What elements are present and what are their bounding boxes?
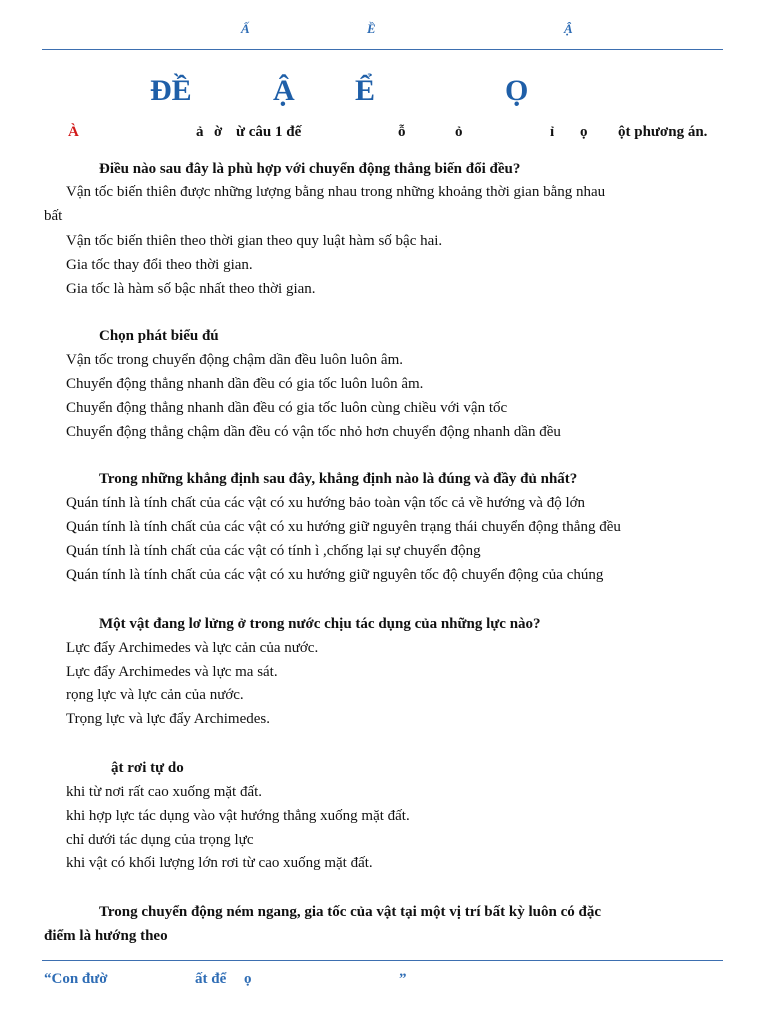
instructions-prefix: À [68, 124, 79, 140]
title-fragment: Ọ [505, 74, 529, 107]
answer-option[interactable]: Quán tính là tính chất của các vật có tính ì ,chống lại sự chuyển động [66, 543, 481, 559]
answer-option[interactable]: Chuyển động thẳng chậm dần đều có vận tốc nhỏ hơn chuyển động nhanh dần đều [66, 424, 561, 440]
answer-option[interactable]: Vận tốc biến thiên được những lượng bằng nhau trong những khoảng thời gian bằng nhau [66, 184, 606, 200]
instructions-fragment: ột phương án. [618, 124, 708, 140]
answer-option[interactable]: Lực đẩy Archimedes và lực cản của nước. [66, 640, 319, 656]
answer-option[interactable]: Gia tốc thay đổi theo thời gian. [66, 257, 253, 273]
question-text: Trong chuyển động ném ngang, gia tốc của vật tại một vị trí bất kỳ luôn có đặc [99, 904, 601, 920]
answer-option[interactable]: Chuyển động thẳng nhanh dần đều có gia tốc luôn cùng chiều với vận tốc [66, 400, 508, 416]
question-text: ật rơi tự do [111, 760, 184, 776]
footer-fragment: “Con đườ [44, 971, 108, 987]
question-text-continuation: điểm là hướng theo [44, 928, 168, 944]
title-fragment: Ể [355, 74, 376, 107]
answer-option[interactable]: Chuyển động thẳng nhanh dần đều có gia tốc luôn luôn âm. [66, 376, 424, 392]
answer-option[interactable]: chỉ dưới tác dụng của trọng lực [66, 832, 254, 848]
answer-option[interactable]: Trọng lực và lực đẩy Archimedes. [66, 711, 271, 727]
question-text: Điều nào sau đây là phù hợp với chuyển động thẳng biến đổi đều? [99, 161, 521, 177]
answer-option[interactable]: khi từ nơi rất cao xuống mặt đất. [66, 784, 263, 800]
instructions-fragment: ả [196, 124, 204, 140]
answer-option[interactable]: rọng lực và lực cản của nước. [66, 687, 244, 703]
answer-option[interactable]: Vận tốc biến thiên theo thời gian theo quy luật hàm số bậc hai. [66, 233, 443, 249]
answer-option[interactable]: Quán tính là tính chất của các vật có xu hướng bảo toàn vận tốc cả về hướng và độ lớn [66, 495, 586, 511]
instructions-fragment: ỉ [550, 124, 555, 140]
instructions-fragment: ọ [580, 124, 588, 140]
header-fragment: Ề [367, 21, 376, 36]
instructions-fragment: ừ câu 1 đế [236, 124, 302, 140]
header-fragment: Ậ [564, 21, 573, 36]
instructions-fragment: ỗ [398, 124, 406, 140]
footer-divider [42, 960, 723, 961]
question-text: Một vật đang lơ lửng ở trong nước chịu tác dụng của những lực nào? [99, 616, 541, 632]
answer-option-continuation: bất [44, 208, 63, 224]
title-fragment: ĐỀ [150, 74, 192, 107]
answer-option[interactable]: khi vật có khối lượng lớn rơi từ cao xuống mặt đất. [66, 855, 373, 871]
answer-option[interactable]: Lực đẩy Archimedes và lực ma sát. [66, 664, 278, 680]
answer-option[interactable]: Vận tốc trong chuyển động chậm dần đều luôn luôn âm. [66, 352, 404, 368]
instructions-fragment: ờ [214, 124, 223, 140]
answer-option[interactable]: Gia tốc là hàm số bậc nhất theo thời gian. [66, 281, 316, 297]
question-text: Chọn phát biểu đú [99, 328, 219, 344]
instructions-fragment: ỏ [455, 124, 463, 140]
header-fragment: Ấ [241, 21, 250, 36]
answer-option[interactable]: Quán tính là tính chất của các vật có xu hướng giữ nguyên trạng thái chuyển động thẳng đều [66, 519, 621, 535]
footer-fragment: ất để [195, 971, 227, 987]
header-divider [42, 49, 723, 50]
title-fragment: Ậ [273, 74, 295, 107]
question-text: Trong những khẳng định sau đây, khẳng định nào là đúng và đầy đủ nhất? [99, 471, 578, 487]
answer-option[interactable]: Quán tính là tính chất của các vật có xu hướng giữ nguyên tốc độ chuyển động của chúng [66, 567, 604, 583]
footer-fragment: ọ [244, 971, 252, 987]
answer-option[interactable]: khi hợp lực tác dụng vào vật hướng thẳng xuống mặt đất. [66, 808, 410, 824]
footer-fragment: ” [399, 971, 407, 987]
